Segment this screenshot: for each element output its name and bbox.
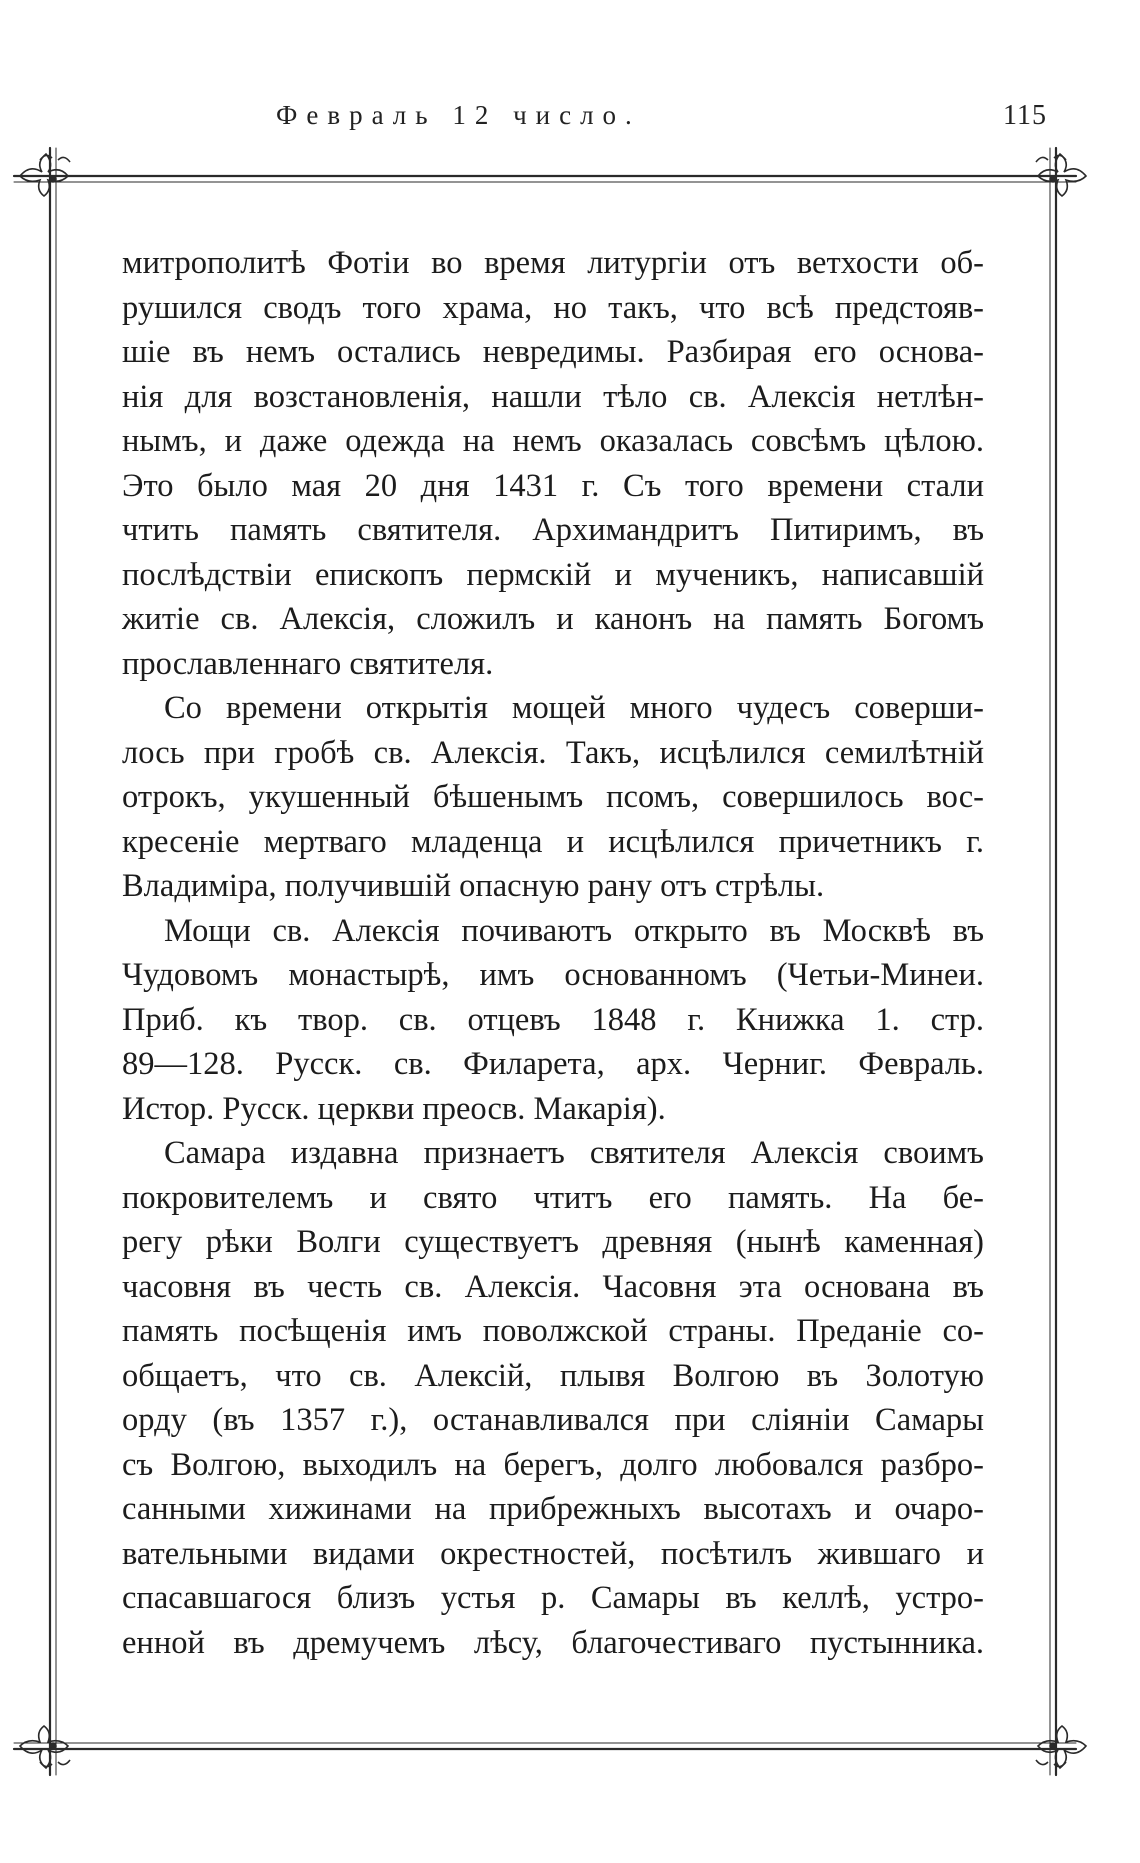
- text-line: нымъ, и даже одежда на немъ оказалась совсѣмъ цѣлою.: [122, 423, 984, 459]
- corner-ornament-bottom-left: [20, 1726, 70, 1768]
- text-line: нія для возстановленія, нашли тѣло св. Алексія нетлѣн-: [122, 378, 984, 415]
- text-line: Истор. Русск. церкви преосв. Макарія).: [122, 1090, 666, 1127]
- text-line: спасавшагося близъ устья р. Самары въ келлѣ, устро-: [122, 1580, 984, 1616]
- text-line: регу рѣки Волги существуетъ древняя (нынѣ каменная): [122, 1224, 984, 1260]
- text-line: прославленнаго святителя.: [122, 645, 494, 682]
- text-line: санными хижинами на прибрежныхъ высотахъ и очаро-: [122, 1491, 984, 1527]
- text-line: часовня въ честь св. Алексія. Часовня эта основана въ: [122, 1268, 984, 1305]
- text-line: Самара издавна признаетъ святителя Алексія своимъ: [164, 1135, 984, 1171]
- text-line: послѣдствіи епископъ пермскій и мученикъ, написавшій: [122, 556, 984, 593]
- text-line: съ Волгою, выходилъ на берегъ, долго любовался разбро-: [122, 1446, 984, 1483]
- text-line: шіе въ немъ остались невредимы. Разбирая его основа-: [122, 334, 984, 370]
- text-line: житіе св. Алексія, сложилъ и канонъ на память Богомъ: [122, 601, 984, 637]
- text-line: енной въ дремучемъ лѣсу, благочестиваго пустынника.: [122, 1624, 984, 1661]
- text-line: 89—128. Русск. св. Филарета, арх. Черниг. Февраль.: [122, 1046, 984, 1082]
- text-line: кресеніе мертваго младенца и исцѣлился причетникъ г.: [122, 823, 984, 860]
- corner-ornament-bottom-right: [1036, 1726, 1086, 1768]
- text-line: покровителемъ и свято чтитъ его память. На бе-: [122, 1179, 984, 1216]
- text-line: рушился сводъ того храма, но такъ, что всѣ предстояв-: [122, 289, 984, 326]
- text-line: лось при гробѣ св. Алексія. Такъ, исцѣлился семилѣтній: [122, 734, 984, 771]
- text-line: митрополитѣ Фотіи во время литургіи отъ ветхости об-: [122, 245, 984, 281]
- text-line: отрокъ, укушенный бѣшенымъ псомъ, совершилось вос-: [122, 779, 984, 815]
- text-line: Приб. къ твор. св. отцевъ 1848 г. Книжка 1. стр.: [122, 1001, 984, 1038]
- text-line: Мощи св. Алексія почиваютъ открыто въ Москвѣ въ: [164, 912, 984, 949]
- text-line: Чудовомъ монастырѣ, имъ основанномъ (Четьи-Минеи.: [122, 957, 984, 993]
- page-number: 115: [1003, 100, 1047, 131]
- text-line: общаетъ, что св. Алексій, плывя Волгою въ Золотую: [122, 1357, 984, 1394]
- text-line: чтить память святителя. Архимандритъ Питиримъ, въ: [122, 512, 984, 548]
- text-line: Со времени открытія мощей много чудесъ соверши-: [164, 690, 984, 726]
- text-line: вательными видами окрестностей, посѣтилъ жившаго и: [122, 1535, 984, 1572]
- body-text: [122, 241, 984, 1665]
- text-line: Это было мая 20 дня 1431 г. Съ того времени стали: [122, 467, 984, 504]
- text-line: орду (въ 1357 г.), останавливался при сліяніи Самары: [122, 1402, 984, 1438]
- text-line: Владиміра, получившій опасную рану отъ стрѣлы.: [122, 868, 825, 904]
- text-line: память посѣщенія имъ поволжской страны. Преданіе со-: [122, 1313, 984, 1349]
- running-title: Февраль 12 число.: [276, 100, 641, 130]
